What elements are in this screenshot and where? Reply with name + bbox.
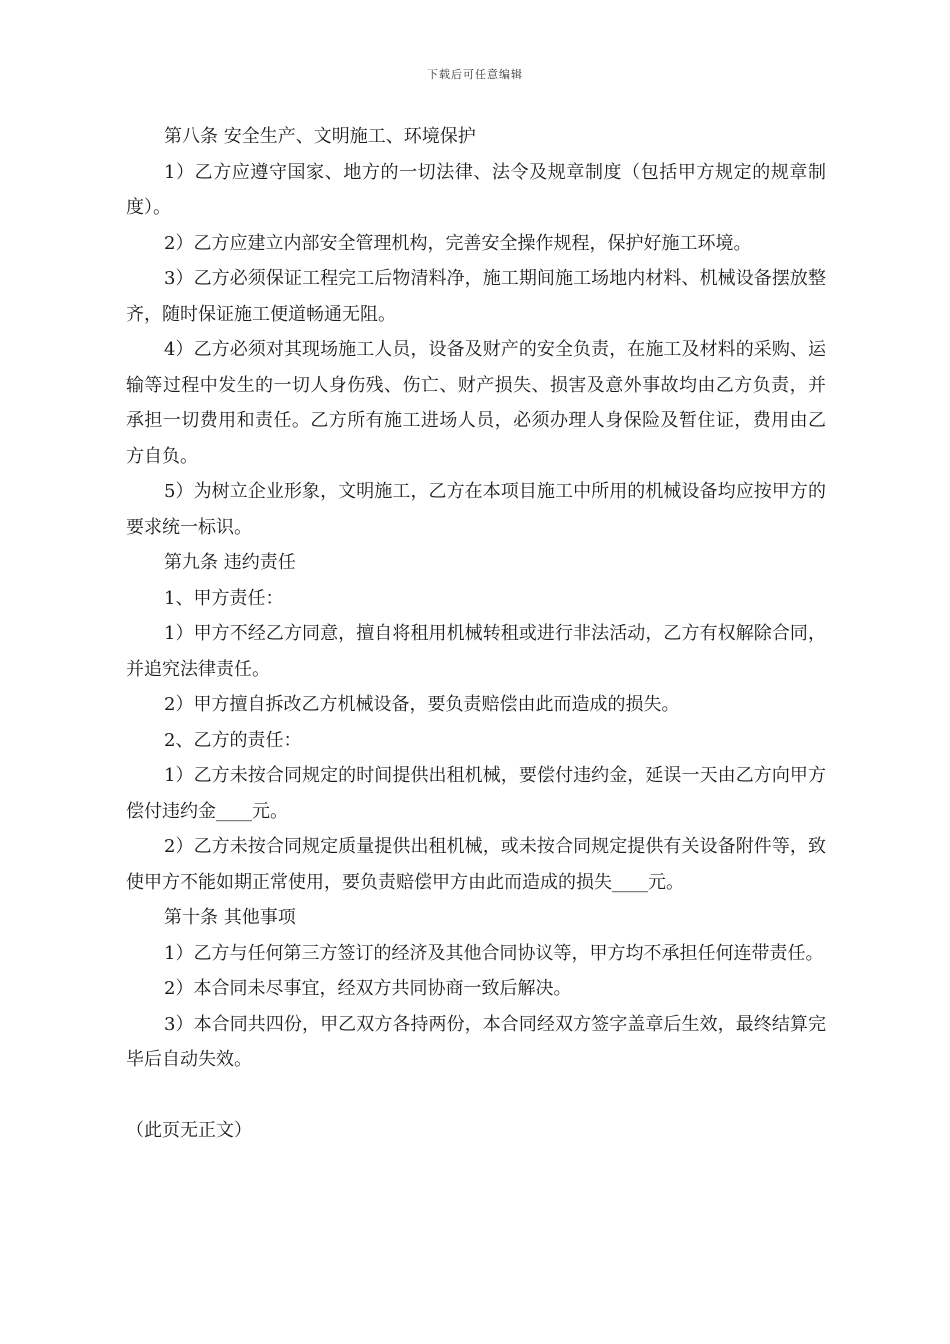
party-b-liability-clause-2: 2）乙方未按合同规定质量提供出租机械，或未按合同规定提供有关设备附件等，致使甲方不能如期正常使用，要负责赔偿甲方由此而造成的损失____元。 bbox=[126, 836, 826, 893]
party-a-liability-heading: 1、甲方责任： bbox=[164, 587, 284, 609]
party-a-liability-clause-2: 2）甲方擅自拆改乙方机械设备，要负责赔偿由此而造成的损失。 bbox=[164, 694, 680, 715]
article-8-clause-4: 4）乙方必须对其现场施工人员，设备及财产的安全负责，在施工及材料的采购、运输等过程中发生的一切人身伤残、伤亡、财产损失、损害及意外事故均由乙方负责，并承担一切费用和责任。乙方所有施工进场人员，必须办理人身保险及暂住证，费用由乙方自负。 bbox=[126, 339, 826, 467]
article-8-clause-2: 2）乙方应建立内部安全管理机构，完善安全操作规程，保护好施工环境。 bbox=[164, 232, 752, 254]
party-a-liability-clause-1: 1）甲方不经乙方同意，擅自将租用机械转租或进行非法活动，乙方有权解除合同，并追究法律责任。 bbox=[126, 623, 826, 680]
party-b-liability-heading: 2、乙方的责任： bbox=[164, 729, 302, 751]
article-10-clause-1: 1）乙方与任何第三方签订的经济及其他合同协议等，甲方均不承担任何连带责任。 bbox=[164, 942, 824, 964]
article-10-clause-2: 2）本合同未尽事宜，经双方共同协商一致后解决。 bbox=[164, 978, 572, 999]
article-10-heading: 第十条 其他事项 bbox=[164, 907, 296, 928]
paragraph-gap bbox=[126, 1078, 826, 1113]
article-8-clause-3: 3）乙方必须保证工程完工后物清料净，施工期间施工场地内材料、机械设备摆放整齐，随时保证施工便道畅通无阻。 bbox=[126, 268, 826, 325]
article-9-heading: 第九条 违约责任 bbox=[164, 552, 296, 573]
article-10-clause-3: 3）本合同共四份，甲乙双方各持两份，本合同经双方签字盖章后生效，最终结算完毕后自动失效。 bbox=[126, 1013, 826, 1070]
no-text-note: （此页无正文） bbox=[126, 1119, 252, 1141]
article-8-clause-5: 5）为树立企业形象，文明施工，乙方在本项目施工中所用的机械设备均应按甲方的要求统一标识。 bbox=[126, 481, 826, 538]
page-header-note: 下载后可任意编辑 bbox=[427, 68, 523, 81]
article-8-clause-1: 1）乙方应遵守国家、地方的一切法律、法令及规章制度（包括甲方规定的规章制度）。 bbox=[126, 161, 826, 218]
party-b-liability-clause-1: 1）乙方未按合同规定的时间提供出租机械，要偿付违约金，延误一天由乙方向甲方偿付违约金____元。 bbox=[126, 765, 826, 822]
article-8-heading: 第八条 安全生产、文明施工、环境保护 bbox=[164, 126, 476, 147]
contract-body bbox=[126, 119, 826, 1148]
